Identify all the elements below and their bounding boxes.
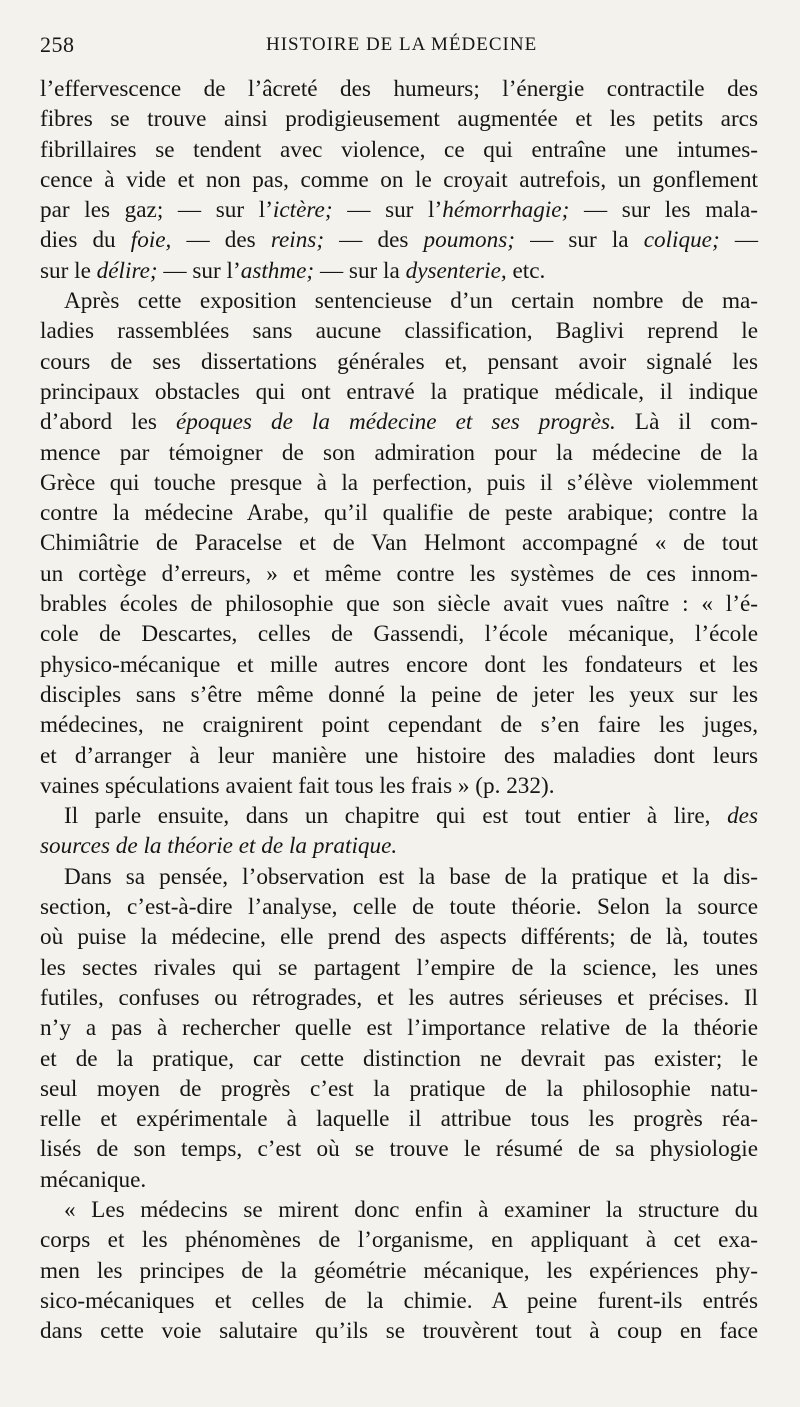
text-line [40,498,758,528]
italic-text: dysenterie, [405,257,507,284]
text-line [40,135,758,165]
text-segment: — des [171,227,271,254]
text-line [40,922,758,952]
text-line [40,286,758,316]
text-line [40,801,758,831]
italic-text: poumons; [423,227,515,254]
text-segment: — sur l’ [332,197,443,224]
text-segment: cole de Descartes, celles de Gassendi, l’école mécanique, l’école [40,621,758,648]
text-segment: fibrillaires se tendent avec violence, ce qui entraîne une intumes- [40,136,758,163]
text-segment: seul moyen de progrès c’est la pratique de la philosophie natu- [40,1075,758,1102]
text-segment: futiles, confuses ou rétrogrades, et les autres sérieuses et précises. Il [40,984,758,1011]
text-line [40,74,758,104]
text-segment: section, c’est-à-dire l’analyse, celle de toute théorie. Selon la source [40,894,758,921]
text-line [40,1256,758,1286]
text-segment: cours de ses dissertations générales et, pensant avoir signalé les [40,348,758,375]
page-number: 258 [40,32,75,57]
italic-text: foie, [130,227,172,254]
text-segment: Là il com- [615,409,758,436]
text-segment: disciples sans s’être même donné la peine de jeter les yeux sur les [40,681,758,708]
text-line [40,771,758,801]
text-segment: médecines, ne craignirent point cependant de s’en faire les juges, [40,712,758,739]
running-title: HISTOIRE DE LA MÉDECINE [266,34,538,55]
text-segment: Il parle ensuite, dans un chapitre qui est tout entier à lire, [64,803,728,830]
text-segment: lisés de son temps, c’est où se trouve le résumé de sa physiologie [40,1136,758,1163]
text-line [40,165,758,195]
text-segment: fibres se trouve ainsi prodigieusement augmentée et les petits arcs [40,106,758,133]
text-segment: mence par témoigner de son admiration pour la médecine de la [40,439,758,466]
text-line [40,468,758,498]
text-line [40,1165,758,1195]
text-line [40,377,758,407]
text-line [40,559,758,589]
text-segment: physico-mécanique et mille autres encore dont les fondateurs et les [40,651,758,678]
text-segment: corps et les phénomènes de l’organisme, en appliquant à cet exa- [40,1227,758,1254]
text-segment: l’effervescence de l’âcreté des humeurs; l’énergie contractile des [40,76,758,102]
text-line [40,1013,758,1043]
text-segment: brables écoles de philosophie que son siècle avait vues naître : « l’é- [40,591,758,618]
text-line [40,1316,758,1346]
text-line [40,1195,758,1225]
italic-text: des [727,803,758,830]
text-segment: ladies rassemblées sans aucune classification, Baglivi reprend le [40,318,758,345]
text-segment: contre la médecine Arabe, qu’il qualifie de peste arabique; contre la [40,500,758,527]
text-segment: sico-mécaniques et celles de la chimie. A peine furent-ils entrés [40,1287,758,1314]
text-line [40,1225,758,1255]
text-segment: où puise la médecine, elle prend des aspects différents; de là, toutes [40,924,758,951]
italic-text: sources de la théorie et de la pratique. [40,833,398,860]
text-line [40,680,758,710]
text-segment: et de la pratique, car cette distinction ne devrait pas exister; le [40,1045,758,1072]
text-line [40,619,758,649]
italic-text: asthme; [240,257,315,284]
text-segment: — des [324,227,424,254]
text-line [40,528,758,558]
text-line [40,589,758,619]
text-line [40,983,758,1013]
text-line [40,953,758,983]
text-segment: n’y a pas à rechercher quelle est l’importance relative de la théorie [40,1015,758,1042]
text-segment: les sectes rivales qui se partagent l’empire de la science, les unes [40,954,758,981]
text-line [40,316,758,346]
text-line [40,741,758,771]
italic-text: délire; [96,257,158,284]
text-line [40,831,758,861]
text-line [40,1074,758,1104]
text-segment: « Les médecins se mirent donc enfin à examiner la structure du [64,1196,758,1223]
text-segment: vaines spéculations avaient fait tous les frais » (p. 232). [40,772,555,799]
text-segment: — sur la [514,227,644,254]
text-segment: Après cette exposition sentencieuse d’un certain nombre de ma- [64,288,758,315]
text-segment: par les gaz; — sur l’ [40,197,273,224]
text-segment: Grèce qui touche presque à la perfection, puis il s’élève violemment [40,469,758,496]
body-text [40,74,758,1346]
text-segment: cence à vide et non pas, comme on le croyait autrefois, un gonflement [40,166,758,193]
text-segment: etc. [506,257,546,284]
text-segment: relle et expérimentale à laquelle il attribue tous les progrès réa- [40,1106,758,1133]
text-segment: — [719,227,759,254]
text-line [40,225,758,255]
text-segment: men les principes de la géométrie mécanique, les expériences phy- [40,1257,758,1284]
text-line [40,407,758,437]
italic-text: hémorrhagie; [442,197,570,224]
text-segment: dans cette voie salutaire qu’ils se trouvèrent tout à coup en face [40,1318,758,1345]
text-segment: Chimiâtrie de Paracelse et de Van Helmont accompagné « de tout [40,530,758,557]
italic-text: époques de la médecine et ses progrès. [175,409,616,436]
text-line [40,256,758,286]
italic-text: colique; [643,227,720,254]
text-line [40,438,758,468]
text-segment: et d’arranger à leur manière une histoire des maladies dont leurs [40,742,758,769]
text-segment: — sur l’ [157,257,241,284]
italic-text: ictère; [272,197,333,224]
text-line [40,1104,758,1134]
text-segment: dies du [40,227,131,254]
text-line [40,862,758,892]
text-segment: Dans sa pensée, l’observation est la base de la pratique et la dis- [64,863,758,890]
text-segment: — sur les mala- [569,197,758,224]
text-line [40,1044,758,1074]
text-line [40,195,758,225]
text-line [40,650,758,680]
text-segment: d’abord les [40,409,176,436]
text-segment: — sur la [314,257,406,284]
text-segment: sur le [40,257,97,284]
italic-text: reins; [270,227,325,254]
text-line [40,104,758,134]
text-segment: principaux obstacles qui ont entravé la pratique médicale, il indique [40,378,758,405]
page-header [40,32,760,62]
text-line [40,347,758,377]
text-segment: un cortège d’erreurs, » et même contre les systèmes de ces innom- [40,560,758,587]
text-line [40,1134,758,1164]
text-line [40,1286,758,1316]
text-segment: mécanique. [40,1166,147,1193]
text-line [40,892,758,922]
text-line [40,710,758,740]
